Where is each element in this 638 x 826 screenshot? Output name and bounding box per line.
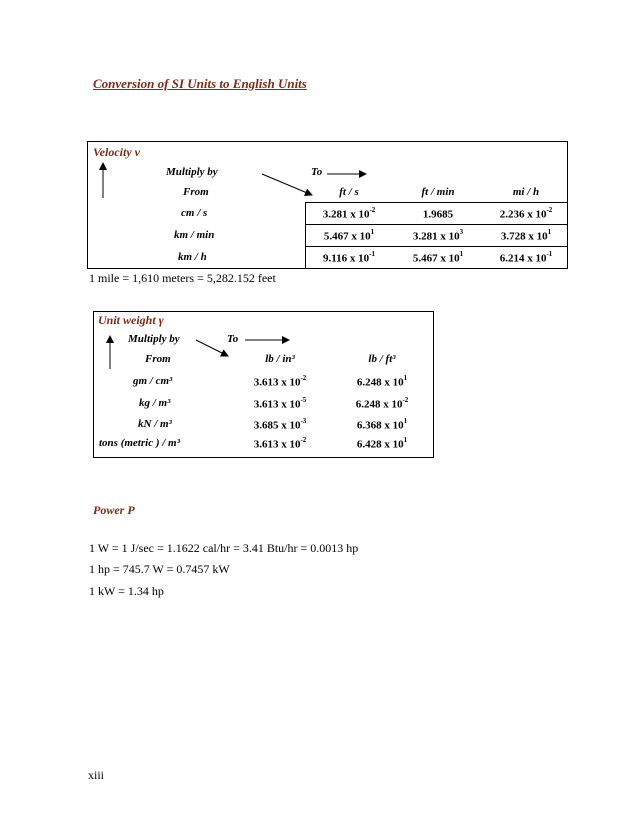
mantissa: 1.9685 xyxy=(422,208,454,221)
velocity-row-from-1: cm / s xyxy=(181,207,208,219)
mantissa: 3.728 x 10 xyxy=(500,230,548,243)
velocity-row-from-2: km / min xyxy=(174,229,215,241)
velocity-title: Velocity v xyxy=(93,145,140,159)
exponent: -1 xyxy=(369,250,375,258)
exponent: -1 xyxy=(546,250,553,258)
exponent: -3 xyxy=(300,417,307,425)
velocity-col-header-2: ft / min xyxy=(421,186,455,198)
power-line-1: 1 W = 1 J/sec = 1.1622 cal/hr = 3.41 Btu/hr = 0.0013 hp xyxy=(89,541,359,555)
mantissa: 6.428 x 10 xyxy=(356,438,404,451)
unit-weight-col-header-2: lb / ft³ xyxy=(368,353,396,365)
exponent: 1 xyxy=(459,250,464,258)
mantissa: 5.467 x 10 xyxy=(412,252,460,265)
mantissa: 3.685 x 10 xyxy=(253,419,301,432)
velocity-multiply-by: Multiply by xyxy=(166,166,218,178)
exponent: -5 xyxy=(300,396,307,404)
unit-weight-row-from-4: tons (metric ) / m³ xyxy=(99,437,180,449)
exponent: 1 xyxy=(370,228,375,236)
page-number: xiii xyxy=(88,768,105,782)
exponent: 1 xyxy=(403,436,408,444)
unit-weight-diagonal-arrow-icon xyxy=(196,340,228,356)
power-line-2: 1 hp = 745.7 W = 0.7457 kW xyxy=(89,562,230,576)
mantissa: 6.248 x 10 xyxy=(355,398,403,411)
exponent: 3 xyxy=(459,228,464,236)
mile-conversion-note: 1 mile = 1,610 meters = 5,282.152 feet xyxy=(89,271,276,285)
unit-weight-col-header-1: lb / in³ xyxy=(265,353,295,365)
unit-weight-title: Unit weight γ xyxy=(98,313,164,327)
mantissa: 3.613 x 10 xyxy=(253,398,301,411)
mantissa: 9.116 x 10 xyxy=(323,252,370,265)
exponent: -2 xyxy=(300,374,307,382)
unit-weight-row-from-1: gm / cm³ xyxy=(133,375,173,387)
unit-weight-row-from-2: kg / m³ xyxy=(139,397,171,409)
mantissa: 2.236 x 10 xyxy=(499,208,547,221)
exponent: -2 xyxy=(546,206,553,214)
velocity-col-header-3: mi / h xyxy=(512,186,540,198)
velocity-to: To xyxy=(311,166,323,178)
mantissa: 6.214 x 10 xyxy=(499,252,547,265)
unit-weight-row-from-3: kN / m³ xyxy=(138,418,172,430)
exponent: -2 xyxy=(369,206,376,214)
unit-weight-to: To xyxy=(227,333,239,345)
unit-weight-from-header: From xyxy=(145,353,171,365)
mantissa: 3.281 x 10 xyxy=(412,230,460,243)
exponent: -2 xyxy=(300,436,307,444)
page-title: Conversion of SI Units to English Units xyxy=(93,76,307,91)
velocity-col-header-1: ft / s xyxy=(339,186,359,198)
mantissa: 5.467 x 10 xyxy=(323,230,371,243)
power-line-3: 1 kW = 1.34 hp xyxy=(89,584,164,598)
mantissa: 3.613 x 10 xyxy=(253,438,301,451)
velocity-row-from-3: km / h xyxy=(178,251,207,263)
unit-weight-multiply-by: Multiply by xyxy=(128,333,180,345)
exponent: 1 xyxy=(547,228,552,236)
power-title: Power P xyxy=(93,503,135,517)
mantissa: 6.368 x 10 xyxy=(356,419,404,432)
velocity-from-header: From xyxy=(183,186,209,198)
velocity-diagonal-arrow-icon xyxy=(262,174,312,195)
mantissa: 6.248 x 10 xyxy=(356,376,404,389)
exponent: 1 xyxy=(403,417,408,425)
exponent: -2 xyxy=(402,396,409,404)
mantissa: 3.613 x 10 xyxy=(253,376,301,389)
exponent: 1 xyxy=(403,374,408,382)
mantissa: 3.281 x 10 xyxy=(322,208,370,221)
